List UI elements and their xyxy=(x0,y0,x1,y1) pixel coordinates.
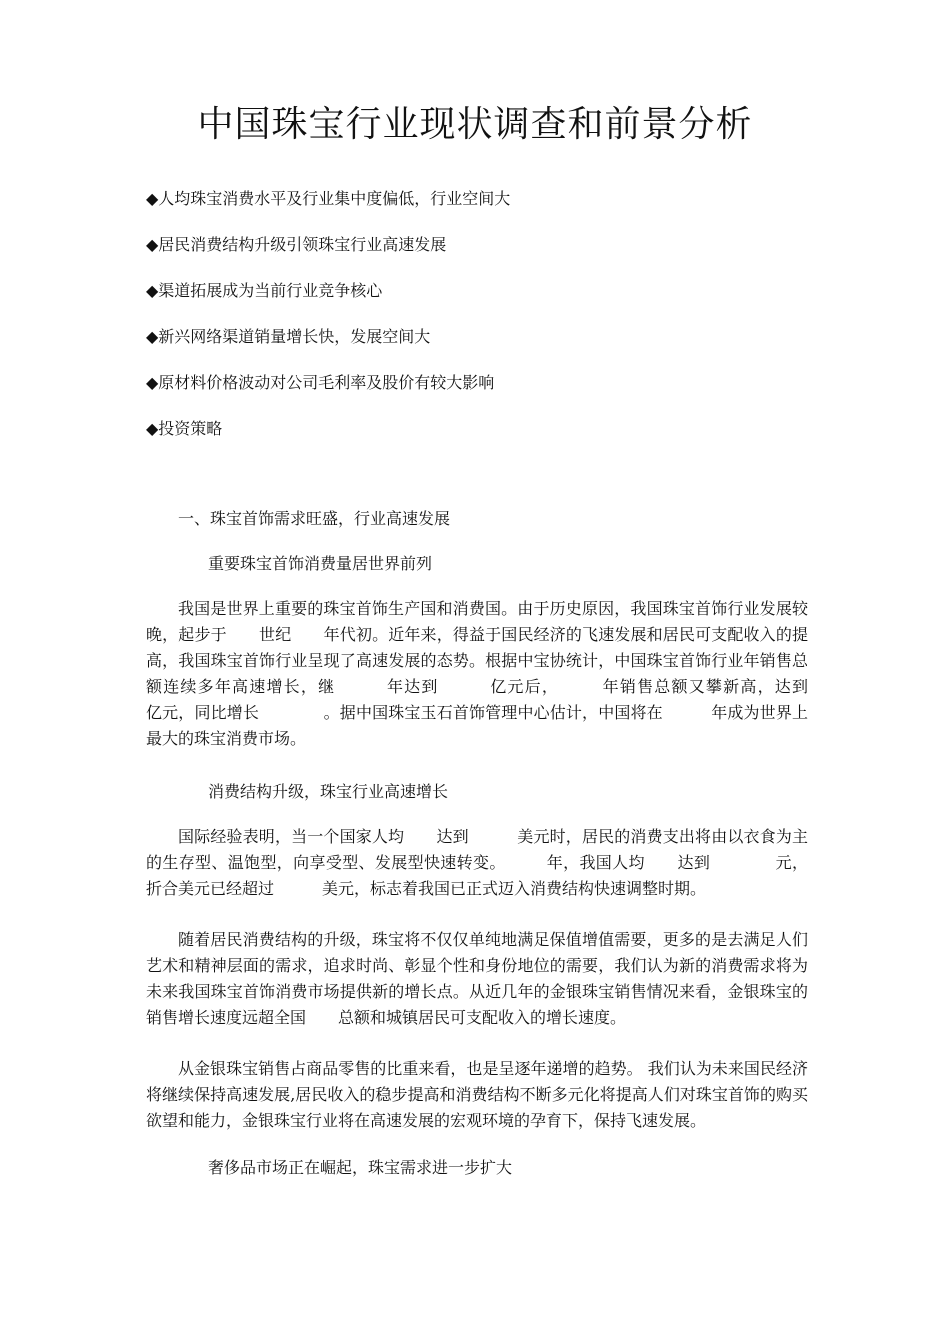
summary-bullet: ◆原材料价格波动对公司毛利率及股价有较大影响 xyxy=(146,373,495,392)
subsection-heading: 奢侈品市场正在崛起，珠宝需求进一步扩大 xyxy=(208,1158,513,1177)
body-paragraph: 从金银珠宝销售占商品零售的比重来看，也是呈逐年递增的趋势。 我们认为未来国民经济将继续保持高速发展,居民收入的稳步提高和消费结构不断多元化将提高人们对珠宝首饰的购买欲望和能力，金银珠宝行业将在高速发展的宏观环境的孕育下，保持飞速发展。 xyxy=(146,1059,808,1130)
summary-bullet: ◆渠道拓展成为当前行业竞争核心 xyxy=(146,281,383,300)
section-heading: 一、珠宝首饰需求旺盛，行业高速发展 xyxy=(178,509,451,528)
summary-bullet: ◆居民消费结构升级引领珠宝行业高速发展 xyxy=(146,235,447,254)
document-title: 中国珠宝行业现状调查和前景分析 xyxy=(197,104,753,145)
summary-bullet: ◆投资策略 xyxy=(146,419,223,438)
summary-bullet: ◆人均珠宝消费水平及行业集中度偏低，行业空间大 xyxy=(146,189,511,208)
body-paragraph: 我国是世界上重要的珠宝首饰生产国和消费国。由于历史原因，我国珠宝首饰行业发展较晚，起步于 世纪 年代初。近年来，得益于国民经济的飞速发展和居民可支配收入的提高，我国珠宝首饰行业呈现了高速发展的态势。根据中宝协统计，中国珠宝首饰行业年销售总额连续多年高速增长，继 年达到 亿元后， 年销售总额又攀新高，达到 亿元，同比增长 。据中国珠宝玉石首饰管理中心估计，中国将在 年成为世界上最大的珠宝消费市场。 xyxy=(146,599,857,748)
body-paragraph: 随着居民消费结构的升级，珠宝将不仅仅单纯地满足保值增值需要，更多的是去满足人们艺术和精神层面的需求，追求时尚、彰显个性和身份地位的需要，我们认为新的消费需求将为未来我国珠宝首饰消费市场提供新的增长点。从近几年的金银珠宝销售情况来看，金银珠宝的销售增长速度远超全国 总额和城镇居民可支配收入的增长速度。 xyxy=(146,930,808,1027)
body-paragraph: 国际经验表明，当一个国家人均 达到 美元时，居民的消费支出将由以衣食为主的生存型、温饱型，向享受型、发展型快速转变。 年，我国人均 达到 元，折合美元已经超过 美元，标志着我国已正式迈入消费结构快速调整时期。 xyxy=(146,827,808,898)
subsection-heading: 消费结构升级，珠宝行业高速增长 xyxy=(208,782,449,801)
summary-bullet-list xyxy=(146,186,826,462)
summary-bullet: ◆新兴网络渠道销量增长快，发展空间大 xyxy=(146,327,431,346)
subsection-heading: 重要珠宝首饰消费量居世界前列 xyxy=(208,554,433,573)
